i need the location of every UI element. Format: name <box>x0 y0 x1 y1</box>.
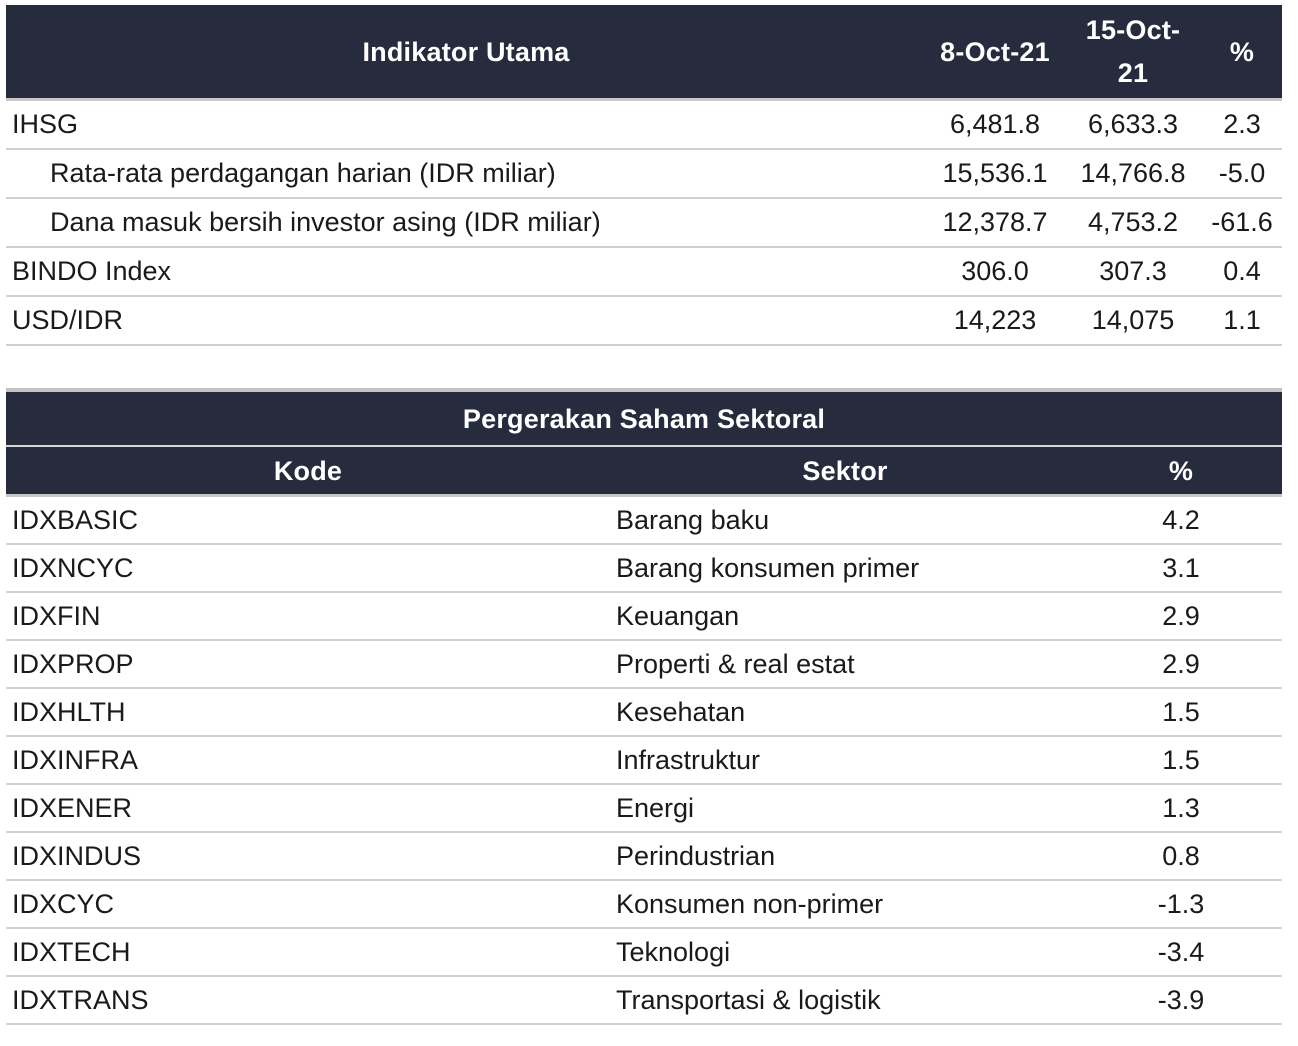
sektoral-pct: 0.8 <box>1080 832 1282 880</box>
sektoral-kode: IDXFIN <box>6 592 610 640</box>
sektoral-pct: 2.9 <box>1080 640 1282 688</box>
sektoral-kode: IDXPROP <box>6 640 610 688</box>
col-header-pct: % <box>1202 5 1282 100</box>
indikator-label: USD/IDR <box>6 296 926 345</box>
sektoral-row <box>6 976 1282 1024</box>
sektoral-kode: IDXNCYC <box>6 544 610 592</box>
indikator-title: Indikator Utama <box>6 5 926 100</box>
sektoral-row <box>6 880 1282 928</box>
sektoral-kode: IDXCYC <box>6 880 610 928</box>
sektoral-table <box>6 388 1282 1025</box>
sektoral-title: Pergerakan Saham Sektoral <box>6 390 1282 446</box>
sektoral-kode: IDXINDUS <box>6 832 610 880</box>
sektoral-sektor: Barang konsumen primer <box>610 544 1080 592</box>
sektoral-sektor: Teknologi <box>610 928 1080 976</box>
sektoral-sektor: Properti & real estat <box>610 640 1080 688</box>
sektoral-row <box>6 784 1282 832</box>
indikator-row <box>6 247 1282 296</box>
indikator-value-pct: -61.6 <box>1202 198 1282 247</box>
indikator-value-date1: 6,481.8 <box>926 100 1064 150</box>
indikator-label: BINDO Index <box>6 247 926 296</box>
sektoral-row <box>6 544 1282 592</box>
sektoral-kode: IDXTECH <box>6 928 610 976</box>
sektoral-row <box>6 928 1282 976</box>
sektoral-column-header-row <box>6 446 1282 496</box>
sektoral-pct: 1.3 <box>1080 784 1282 832</box>
indikator-value-date1: 12,378.7 <box>926 198 1064 247</box>
col-header-sektor-pct: % <box>1080 446 1282 496</box>
indikator-label: Dana masuk bersih investor asing (IDR miliar) <box>6 198 926 247</box>
sektoral-pct: -3.4 <box>1080 928 1282 976</box>
col-header-date2-line1: 15-Oct- <box>1085 14 1181 45</box>
indikator-row <box>6 296 1282 345</box>
sektoral-sektor: Barang baku <box>610 496 1080 545</box>
indikator-row <box>6 100 1282 150</box>
indikator-value-pct: 0.4 <box>1202 247 1282 296</box>
sektoral-row <box>6 592 1282 640</box>
sektoral-row <box>6 496 1282 545</box>
col-header-sektor: Sektor <box>610 446 1080 496</box>
col-header-kode: Kode <box>6 446 610 496</box>
indikator-value-date2: 307.3 <box>1064 247 1202 296</box>
sektoral-kode: IDXTRANS <box>6 976 610 1024</box>
sektoral-sektor: Perindustrian <box>610 832 1080 880</box>
indikator-value-pct: 1.1 <box>1202 296 1282 345</box>
indikator-value-pct: -5.0 <box>1202 149 1282 198</box>
indikator-row <box>6 149 1282 198</box>
col-header-date1: 8-Oct-21 <box>926 5 1064 100</box>
sektoral-row <box>6 640 1282 688</box>
sektoral-kode: IDXBASIC <box>6 496 610 545</box>
sektoral-title-row <box>6 390 1282 446</box>
indikator-row <box>6 198 1282 247</box>
indikator-value-date1: 15,536.1 <box>926 149 1064 198</box>
indikator-value-date1: 14,223 <box>926 296 1064 345</box>
sektoral-pct: 4.2 <box>1080 496 1282 545</box>
sektoral-sektor: Transportasi & logistik <box>610 976 1080 1024</box>
col-header-date2 <box>1064 5 1202 100</box>
sektoral-kode: IDXINFRA <box>6 736 610 784</box>
indikator-value-date2: 14,766.8 <box>1064 149 1202 198</box>
sektoral-kode: IDXENER <box>6 784 610 832</box>
indikator-value-date2: 4,753.2 <box>1064 198 1202 247</box>
indikator-utama-table <box>6 5 1282 346</box>
col-header-date2-line2: 21 <box>1117 57 1149 88</box>
sektoral-pct: 3.1 <box>1080 544 1282 592</box>
sektoral-row <box>6 736 1282 784</box>
sektoral-pct: 1.5 <box>1080 736 1282 784</box>
sektoral-sektor: Energi <box>610 784 1080 832</box>
sektoral-pct: -3.9 <box>1080 976 1282 1024</box>
indikator-header-row <box>6 5 1282 100</box>
indikator-value-pct: 2.3 <box>1202 100 1282 150</box>
sektoral-sektor: Keuangan <box>610 592 1080 640</box>
indikator-label: Rata-rata perdagangan harian (IDR miliar) <box>6 149 926 198</box>
indikator-label: IHSG <box>6 100 926 150</box>
sektoral-sektor: Konsumen non-primer <box>610 880 1080 928</box>
sektoral-pct: -1.3 <box>1080 880 1282 928</box>
sektoral-kode: IDXHLTH <box>6 688 610 736</box>
sektoral-row <box>6 832 1282 880</box>
sektoral-row <box>6 688 1282 736</box>
indikator-value-date2: 6,633.3 <box>1064 100 1202 150</box>
sektoral-pct: 1.5 <box>1080 688 1282 736</box>
sektoral-sektor: Kesehatan <box>610 688 1080 736</box>
indikator-value-date1: 306.0 <box>926 247 1064 296</box>
sektoral-pct: 2.9 <box>1080 592 1282 640</box>
indikator-value-date2: 14,075 <box>1064 296 1202 345</box>
sektoral-sektor: Infrastruktur <box>610 736 1080 784</box>
